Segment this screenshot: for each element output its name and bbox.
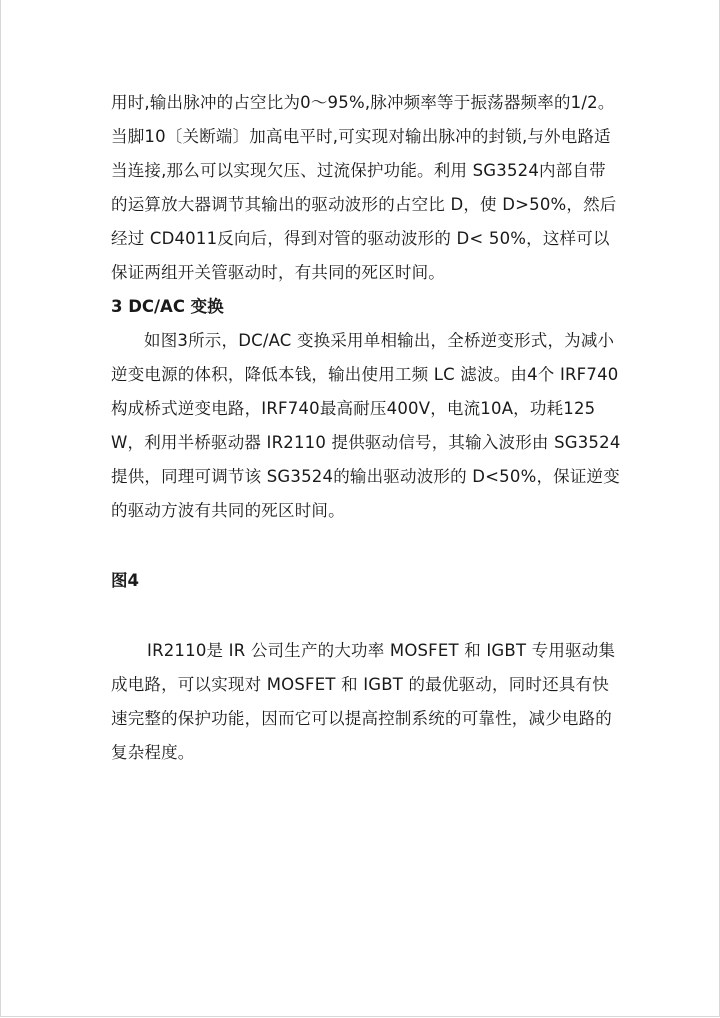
paragraph-ir2110-description: IR2110是 IR 公司生产的大功率 MOSFET 和 IGBT 专用驱动集成电路，可以实现对 MOSFET 和 IGBT 的最优驱动，同时还具有快速完整的保护功能，因而它可以提高控制系统的可靠性，减少电路的复杂程度。 xyxy=(111,641,616,762)
spacer xyxy=(111,598,621,634)
section-heading-dc-ac: 3 DC/AC 变换 xyxy=(111,297,224,316)
spacer xyxy=(111,528,621,564)
document-content xyxy=(111,86,621,770)
paragraph-dc-ac-conversion: 如图3所示，DC/AC 变换采用单相输出，全桥逆变形式，为减小逆变电源的体积，降低本钱，输出使用工频 LC 滤波。由4个 IRF740构成桥式逆变电路，IRF740最高耐压400V，电流10A，功耗125W，利用半桥驱动器 IR2110 提供驱动信号，其输入波形由 SG3524提供，同理可调节该 SG3524的输出驱动波形的 D<50%，保证逆变的驱动方波有共同的死区时间。 xyxy=(111,331,621,520)
figure-label: 图4 xyxy=(111,571,139,590)
paragraph-sg3524-description: 用时,输出脉冲的占空比为0～95%,脉冲频率等于振荡器频率的1/2。当脚10〔关断端〕加高电平时,可实现对输出脉冲的封锁,与外电路适当连接,那么可以实现欠压、过流保护功能。利用 SG3524内部自带的运算放大器调节其输出的驱动波形的占空比 D，使 D>50%，然后经过 CD4011反向后，得到对管的驱动波形的 D< 50%，这样可以保证两组开关管驱动时，有共同的死区时间。 xyxy=(111,93,617,282)
